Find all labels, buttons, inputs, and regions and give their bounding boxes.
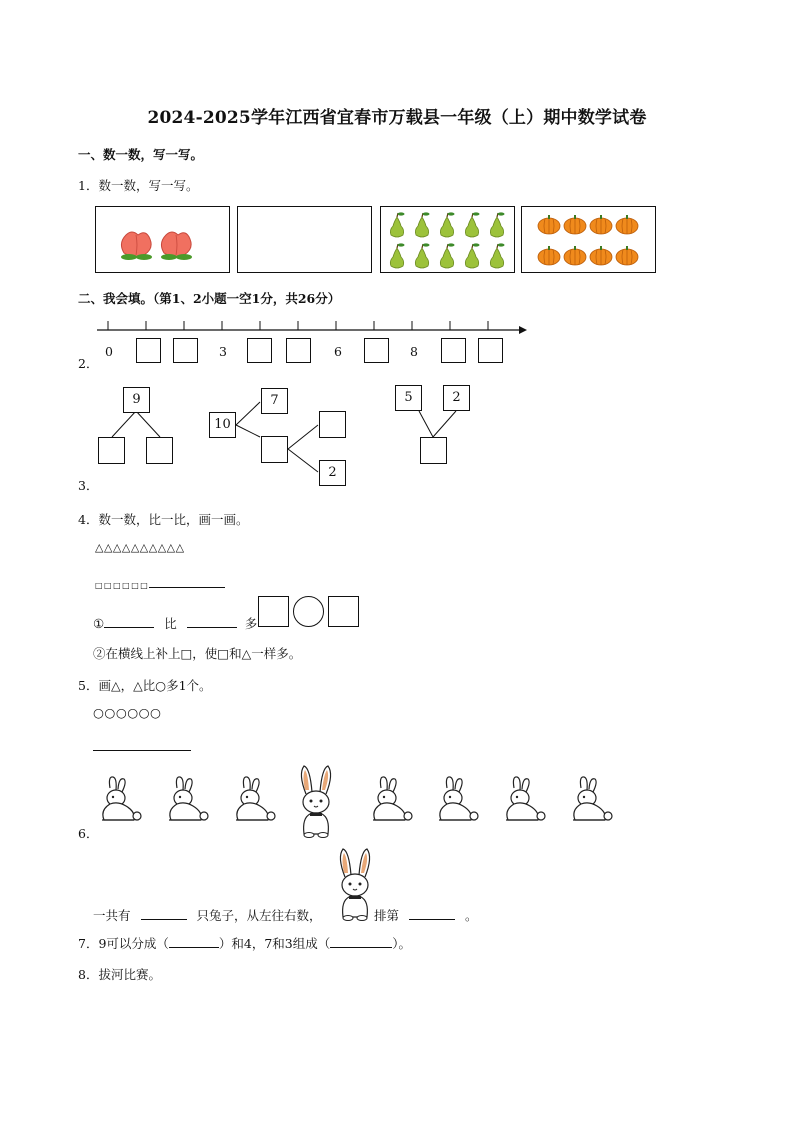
circle-row: ○○○○○○ <box>93 705 162 720</box>
answer-box[interactable] <box>98 437 125 464</box>
answer-box[interactable] <box>328 596 359 627</box>
empty-box <box>237 206 372 273</box>
sentence-part: 一共有 <box>93 908 131 923</box>
number-line <box>95 316 535 338</box>
pear-icon <box>440 212 454 237</box>
pumpkin-icon <box>616 246 638 265</box>
pear-icon <box>415 243 429 268</box>
answer-line[interactable] <box>330 935 392 948</box>
question4-heading: 4．数一数，比一比，画一画。 <box>78 512 249 527</box>
answer-box[interactable] <box>261 436 288 463</box>
pumpkin-icon <box>564 215 586 234</box>
question3-label: 3． <box>78 478 99 493</box>
question2-label: 2． <box>78 356 99 371</box>
answer-line[interactable] <box>187 615 237 628</box>
peach-box <box>95 206 230 273</box>
pumpkin-icon <box>616 215 638 234</box>
question7 <box>78 934 411 952</box>
question8: 8．拔河比赛。 <box>78 967 161 982</box>
section2-heading: 二、我会填。（第1、2小题一空1分，共26分） <box>78 291 341 306</box>
question4-part2: ②在横线上补上□，使□和△一样多。 <box>93 646 302 661</box>
sentence-part: 。 <box>464 908 478 923</box>
rabbit-icon <box>573 777 612 820</box>
rabbit-icon <box>439 777 478 820</box>
pumpkin-icon <box>590 215 612 234</box>
rabbit-icon <box>102 777 141 820</box>
q7-part: 7．9可以分成（ <box>78 936 169 951</box>
peach-picture <box>96 207 229 272</box>
bond-number: 5 <box>395 385 422 411</box>
square-row <box>95 573 225 592</box>
bi-label: 比 <box>164 616 177 631</box>
question1-label: 1．数一数，写一写。 <box>78 178 199 193</box>
pear-icon <box>440 243 454 268</box>
pear-icon <box>490 243 504 268</box>
pumpkin-box <box>521 206 656 273</box>
number-3: 3 <box>219 344 227 359</box>
answer-line[interactable] <box>104 615 154 628</box>
pear-icon <box>465 243 479 268</box>
triangle-row: △△△△△△△△△△ <box>95 541 185 554</box>
q7-part: ）和4，7和3组成（ <box>218 936 331 951</box>
pumpkin-icon <box>538 246 560 265</box>
rabbit-front-icon <box>340 849 369 921</box>
answer-line[interactable] <box>169 935 219 948</box>
question6-label: 6． <box>78 826 99 841</box>
squares: □□□□□□ <box>95 581 150 590</box>
rabbit-icon <box>373 777 412 820</box>
answer-box[interactable] <box>247 338 272 363</box>
bond-number: 10 <box>209 412 236 438</box>
page-title: 2024-2025学年江西省宜春市万载县一年级（上）期中数学试卷 <box>147 108 647 128</box>
number-6: 6 <box>334 344 342 359</box>
question6-sentence <box>93 906 322 924</box>
question5-heading: 5．画△，△比○多1个。 <box>78 678 212 693</box>
peach-icon <box>121 232 152 260</box>
number-0: 0 <box>105 344 113 359</box>
answer-box[interactable] <box>478 338 503 363</box>
rabbit-icon <box>506 777 545 820</box>
q7-part: ）。 <box>392 936 412 951</box>
bond-number: 2 <box>319 460 346 486</box>
pumpkin-icon <box>538 215 560 234</box>
sentence-part: 排第 <box>374 908 400 923</box>
pear-icon <box>415 212 429 237</box>
section1-heading: 一、数一数，写一写。 <box>78 147 204 162</box>
rabbit-icon <box>169 777 208 820</box>
answer-box[interactable] <box>441 338 466 363</box>
pear-icon <box>390 243 404 268</box>
answer-line[interactable] <box>141 907 187 920</box>
answer-box[interactable] <box>146 437 173 464</box>
duo-label: 多 <box>244 616 258 631</box>
square-answer-line[interactable] <box>149 575 225 588</box>
number-8: 8 <box>410 344 418 359</box>
triangle-answer-line[interactable] <box>93 738 191 751</box>
answer-box[interactable] <box>420 437 447 464</box>
pumpkin-picture <box>522 207 655 272</box>
answer-box[interactable] <box>286 338 311 363</box>
answer-box[interactable] <box>136 338 161 363</box>
bond-number: 2 <box>443 385 470 411</box>
part1-number: ① <box>93 616 105 631</box>
rabbit-front-icon <box>301 766 330 838</box>
pear-icon <box>490 212 504 237</box>
answer-box[interactable] <box>173 338 198 363</box>
question4-part1 <box>93 614 257 632</box>
rabbit-inline-picture <box>334 846 376 922</box>
bond-number: 7 <box>261 388 288 414</box>
rabbit-row <box>90 762 630 842</box>
pumpkin-icon <box>590 246 612 265</box>
pumpkin-icon <box>564 246 586 265</box>
peach-icon <box>161 232 192 260</box>
pear-picture <box>381 207 514 272</box>
number-bond-lines <box>90 380 490 490</box>
question6-sentence-end <box>374 906 478 924</box>
rabbit-icon <box>236 777 275 820</box>
answer-box[interactable] <box>258 596 289 627</box>
answer-box[interactable] <box>319 411 346 438</box>
bond-number: 9 <box>123 387 150 413</box>
answer-line[interactable] <box>409 907 455 920</box>
compare-circle[interactable] <box>293 596 324 627</box>
pear-icon <box>465 212 479 237</box>
sentence-part: 只兔子，从左往右数， <box>196 908 322 923</box>
pear-icon <box>390 212 404 237</box>
answer-box[interactable] <box>364 338 389 363</box>
pear-box <box>380 206 515 273</box>
